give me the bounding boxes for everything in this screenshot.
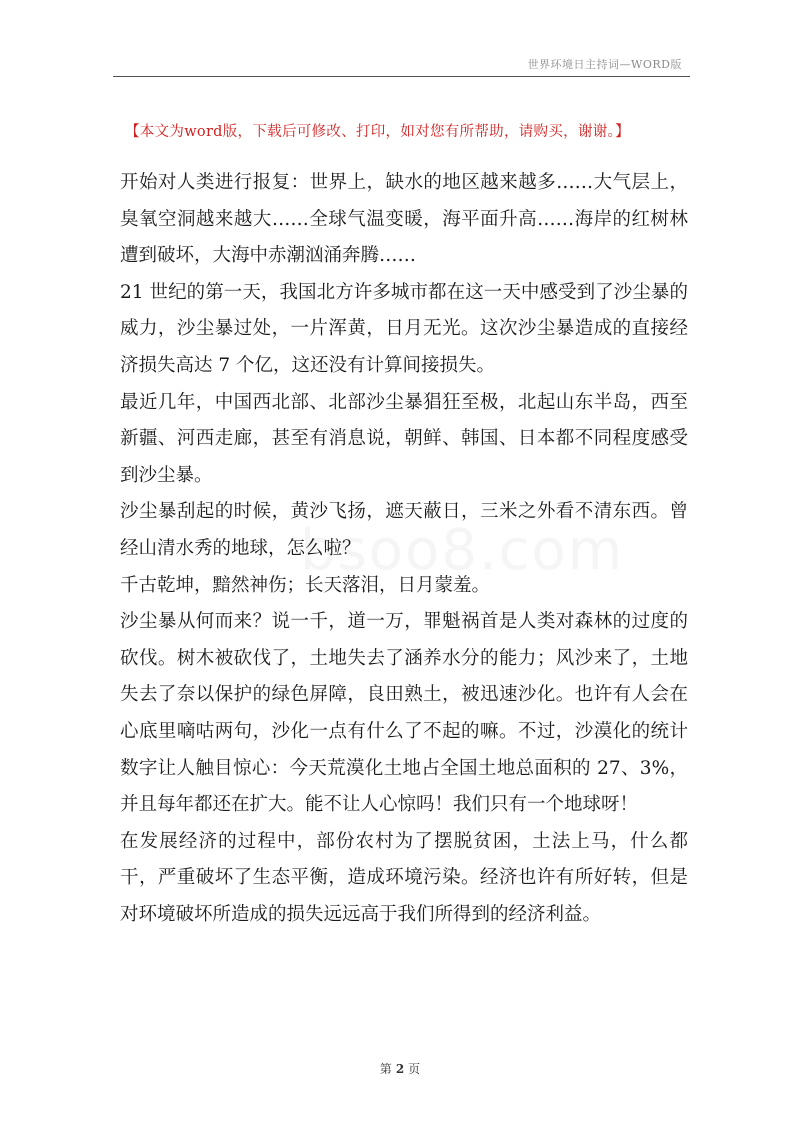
paragraph-7: 在发展经济的过程中，部份农村为了摆脱贫困，土法上马，什么都干，严重破坏了生态平衡，造成环境污染。经济也许有所好转，但是对环境破坏所造成的损失远远高于我们所得到的经济利益。 [120, 830, 688, 925]
watermark: bsoo8.com [300, 518, 625, 583]
paragraph-6: 沙尘暴从何而来？说一千，道一万，罪魁祸首是人类对森林的过度的砍伐。树木被砍伐了，土地失去了涵养水分的能力；风沙来了，土地失去了奈以保护的绿色屏障，良田熟土，被迅速沙化。也许有人会在心底里嘀咕两句，沙化一点有什么了不起的嘛。不过，沙漠化的统计数字让人触目惊心：今天荒漠化土地占全国土地总面积的 27、3%，并且每年都还在扩大。能不让人心惊吗！我们只有一个地球呀！ [120, 611, 688, 816]
page-number: 2 [395, 1062, 405, 1076]
document-header-title: 世界环境日主持词—WORD版 [527, 58, 682, 71]
paragraph-2: 21 世纪的第一天，我国北方许多城市都在这一天中感受到了沙尘暴的威力，沙尘暴过处，一片浑黄，日月无光。这次沙尘暴造成的直接经济损失高达 7 个亿，这还没有计算间接损失。 [120, 281, 688, 376]
page-number-suffix: 页 [408, 1062, 421, 1076]
download-notice: 【本文为word版，下载后可修改、打印，如对您有所帮助，请购买，谢谢。】 [125, 124, 630, 140]
page-number-prefix: 第 [379, 1062, 392, 1076]
document-body [120, 165, 688, 933]
paragraph-1: 开始对人类进行报复：世界上，缺水的地区越来越多……大气层上，臭氧空洞越来越大……全球气温变暖，海平面升高……海岸的红树林遭到破坏，大海中赤潮汹涌奔腾…… [120, 172, 688, 267]
paragraph-4: 沙尘暴刮起的时候，黄沙飞扬，遮天蔽日，三米之外看不清东西。曾经山清水秀的地球，怎么啦？ [120, 501, 688, 559]
paragraph-3: 最近几年，中国西北部、北部沙尘暴猖狂至极，北起山东半岛，西至新疆、河西走廊，甚至有消息说，朝鲜、韩国、日本都不同程度感受到沙尘暴。 [120, 391, 688, 486]
paragraph-5: 千古乾坤，黯然神伤；长天落泪，日月蒙羞。 [120, 574, 491, 596]
header-divider [113, 76, 690, 77]
page-footer [0, 1060, 800, 1077]
